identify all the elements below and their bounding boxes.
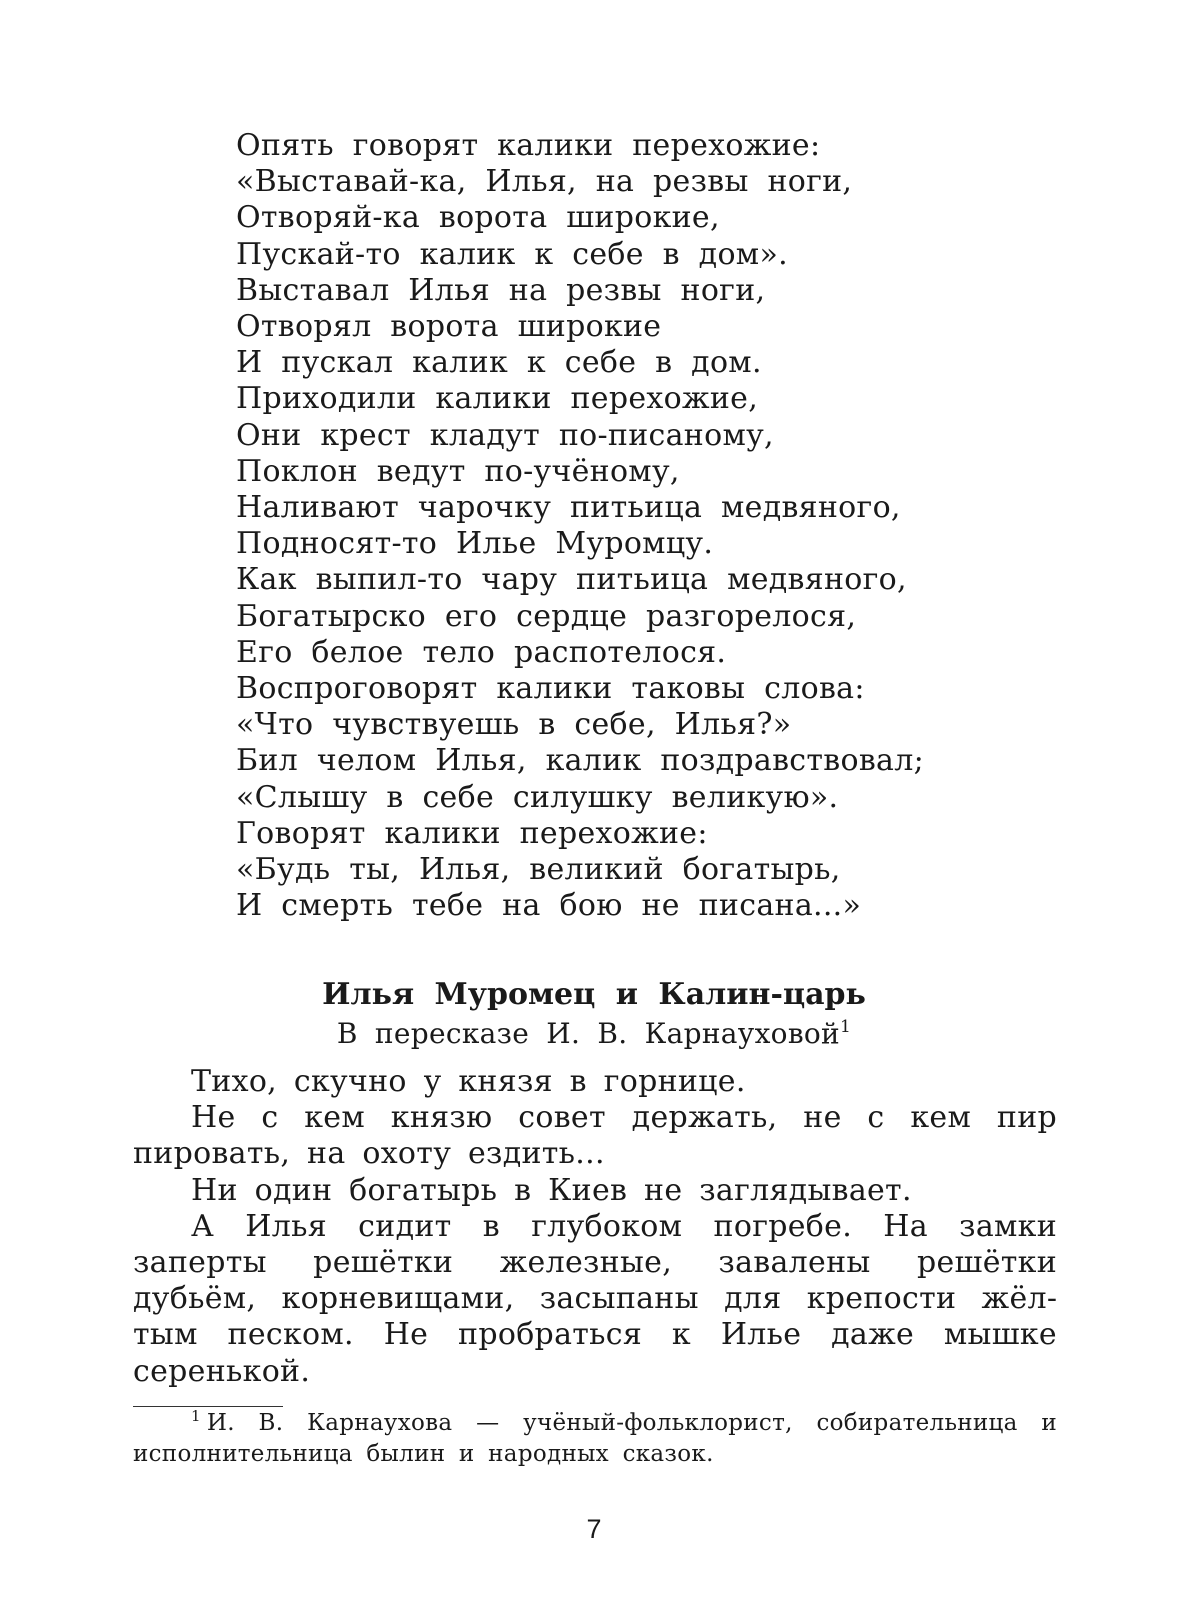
poem-line: И пускал калик к себе в дом. (236, 345, 762, 381)
poem-line: «Что чувствуешь в себе, Илья?» (236, 707, 792, 743)
poem-line: Его белое тело распотелося. (236, 634, 727, 670)
poem-line: «Слышу в себе силушку великую». (236, 779, 839, 815)
poem-line: Богатырско его сердце разгорелося, (236, 598, 857, 634)
paragraph: Ни один богатырь в Киев не заглядывает. (191, 1172, 912, 1208)
story-subtitle (0, 1016, 1188, 1052)
poem-line: И смерть тебе на бою не писана...» (236, 888, 862, 924)
footnote-text: И. В. Карнаухова — учёный-фольклорист, собирательница и исполнительница былин и народных сказок. (133, 1410, 1057, 1467)
footnote (133, 1408, 1057, 1470)
poem-excerpt (236, 128, 996, 924)
footnote-divider (133, 1406, 283, 1407)
poem-line: Подносят-то Илье Муромцу. (236, 526, 714, 562)
poem-line: «Будь ты, Илья, великий богатырь, (236, 852, 841, 888)
poem-line: Воспроговорят калики таковы слова: (236, 671, 865, 707)
poem-line: Наливают чарочку питьица медвяного, (236, 490, 901, 526)
poem-line: Отворяй-ка ворота широкие, (236, 200, 720, 236)
poem-line: Они крест кладут по-писаному, (236, 417, 774, 453)
poem-line: Как выпил-то чару питьица медвяного, (236, 562, 907, 598)
poem-line: Пускай-то калик к себе в дом». (236, 236, 788, 272)
poem-line: Говорят калики перехожие: (236, 815, 708, 851)
poem-line: Выставал Илья на резвы ноги, (236, 272, 766, 308)
poem-line: Отворял ворота широкие (236, 309, 662, 345)
footnote-paragraph (133, 1408, 1057, 1470)
paragraph: Не с кем князю совет держать, не с кем пир пировать, на охоту ездить... (133, 1100, 1057, 1172)
poem-line: «Выставай-ка, Илья, на резвы ноги, (236, 164, 853, 200)
story-title: Илья Муромец и Калин-царь (322, 977, 866, 1012)
poem-line: Бил челом Илья, калик поздравствовал; (236, 743, 924, 779)
footnote-reference[interactable]: 1 (840, 1017, 852, 1037)
paragraph: Тихо, скучно у князя в горнице. (191, 1064, 746, 1099)
footnote-mark: 1 (191, 1407, 201, 1425)
poem-line: Приходили калики перехожие, (236, 381, 759, 417)
paragraph: А Илья сидит в глубоком погребе. На замки заперты решётки железные, завалены решётки дубьём, корневищами, засыпаны для крепости жёлтым песком. Не пробраться к Илье даже мышке серенькой. (133, 1208, 1057, 1389)
page-number: 7 (586, 1514, 602, 1544)
poem-line: Поклон ведут по-учёному, (236, 453, 680, 489)
story-text (133, 1064, 1057, 1390)
subtitle-text: В пересказе И. В. Карнауховой (336, 1017, 841, 1050)
poem-line: Опять говорят калики перехожие: (236, 128, 821, 163)
